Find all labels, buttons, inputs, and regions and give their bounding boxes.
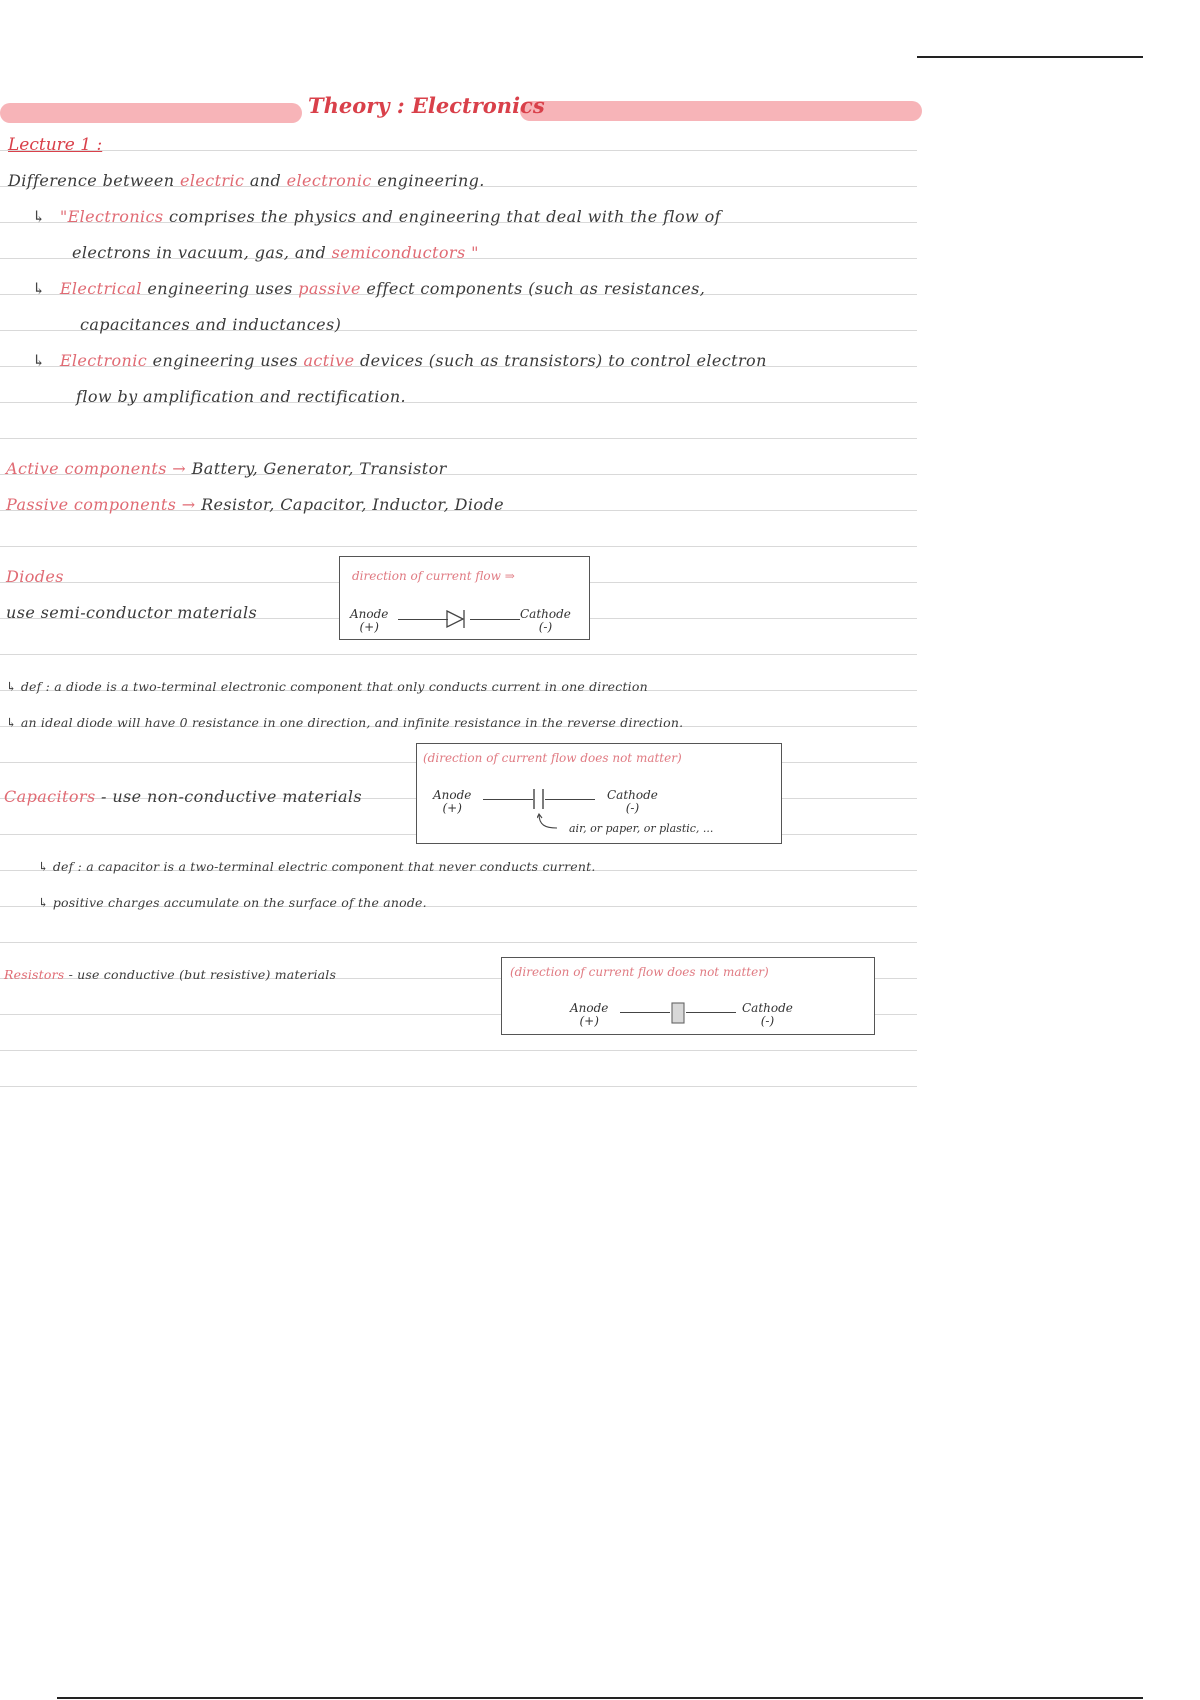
diode-definition: ↳ def : a diode is a two-terminal electronic component that only conducts current in one direction [6,679,648,694]
bullet-electrical-line1 [32,279,705,298]
capacitor-caption: (direction of current flow does not matter) [423,751,682,765]
ruled-line [0,942,917,943]
bullet-text: devices (such as transistors) to control electron [354,351,767,370]
diode-anode [350,608,388,634]
capacitor-charge-note: ↳ positive charges accumulate on the surface of the anode. [38,895,427,910]
diode-cathode [520,608,571,634]
capacitors-line [4,787,362,806]
title-banner-right [520,101,922,121]
resistors-line [4,967,336,982]
cathode-label: Cathode [742,1001,793,1015]
anode-sign: (+) [359,620,379,634]
resistors-heading: Resistors [4,967,65,982]
active-components-label: Active components → [6,459,187,478]
resistor-wire-left [620,1012,670,1013]
resistor-anode [570,1002,608,1028]
diode-symbol-icon [446,609,470,629]
arrow-icon: ↳ [32,279,46,298]
keyword-electronics: Electronics [67,207,164,226]
ruled-line [0,1050,917,1051]
capacitor-definition: ↳ def : a capacitor is a two-terminal electric component that never conducts current. [38,859,596,874]
resistors-subtext: - use conductive (but resistive) materials [64,967,337,982]
active-components-items: Battery, Generator, Transistor [186,459,447,478]
active-components-line [6,459,447,478]
resistor-diagram [501,957,875,1035]
passive-components-label: Passive components → [6,495,196,514]
ruled-line [0,546,917,547]
bullet-electronics-line1 [32,207,721,226]
intro-text: and [244,171,287,190]
bullet-text: capacitances and inductances) [80,315,342,334]
ruled-line [0,150,917,151]
intro-text: engineering. [371,171,485,190]
footer-rule [57,1697,1143,1699]
bullet-text: engineering uses [141,279,299,298]
intro-line [8,171,485,190]
bullet-text: comprises the physics and engineering that deal with the flow of [163,207,721,226]
anode-label: Anode [350,607,389,621]
curved-arrow-icon [537,813,559,833]
diodes-heading: Diodes [6,567,64,586]
capacitor-anode [433,789,471,815]
cathode-sign: (-) [760,1014,775,1028]
capacitors-heading: Capacitors [4,787,96,806]
dielectric-note: air, or paper, or plastic, ... [569,822,714,835]
diode-diagram [339,556,590,640]
cathode-label: Cathode [607,788,658,802]
cathode-sign: (-) [625,801,640,815]
anode-sign: (+) [579,1014,599,1028]
keyword-semiconductors: semiconductors [331,243,466,262]
capacitor-wire-right [545,799,595,800]
quote-mark: " [465,243,479,262]
bullet-text: engineering uses [147,351,304,370]
intro-text: Difference between [8,171,180,190]
diode-caption: direction of current flow ⇒ [352,569,515,583]
keyword-active: active [303,351,355,370]
keyword-electronic: electronic [286,171,372,190]
ruled-line [0,438,917,439]
header-rule [917,56,1143,58]
resistor-cathode [742,1002,793,1028]
bullet-text: effect components (such as resistances, [360,279,706,298]
title-banner-left [0,103,302,123]
quote-mark: " [59,207,68,226]
diodes-subtext: use semi-conductor materials [6,603,258,622]
anode-label: Anode [570,1001,609,1015]
lecture-heading: Lecture 1 : [8,135,103,155]
bullet-text: flow by amplification and rectification. [76,387,407,406]
resistor-symbol-icon [668,1001,688,1025]
diode-ideal-note: ↳ an ideal diode will have 0 resistance in one direction, and infinite resistance in the reverse direction. [6,715,684,730]
capacitor-wire-left [483,799,533,800]
cathode-label: Cathode [520,607,571,621]
resistor-wire-right [686,1012,736,1013]
arrow-icon: ↳ [32,351,46,370]
capacitor-cathode [607,789,658,815]
bullet-electronic-line2 [76,387,406,406]
keyword-electrical: Electrical [59,279,142,298]
bullet-electronics-line2 [72,243,479,262]
arrow-icon: ↳ [32,207,46,226]
bullet-electrical-line2 [80,315,341,334]
keyword-passive: passive [298,279,361,298]
bullet-electronic-line1 [32,351,767,370]
page-title: Theory : Electronics [308,93,545,118]
cathode-sign: (-) [538,620,553,634]
ruled-line [0,654,917,655]
passive-components-line [6,495,504,514]
passive-components-items: Resistor, Capacitor, Inductor, Diode [195,495,504,514]
keyword-electric: electric [179,171,245,190]
anode-sign: (+) [442,801,462,815]
diode-wire-right [470,619,520,620]
capacitor-diagram [416,743,782,844]
resistor-caption: (direction of current flow does not matter) [510,965,769,979]
bullet-text: electrons in vacuum, gas, and [72,243,332,262]
diode-wire-left [398,619,448,620]
capacitors-subtext: - use non-conductive materials [95,787,363,806]
ruled-line [0,1086,917,1087]
keyword-electronic-eng: Electronic [59,351,148,370]
anode-label: Anode [433,788,472,802]
